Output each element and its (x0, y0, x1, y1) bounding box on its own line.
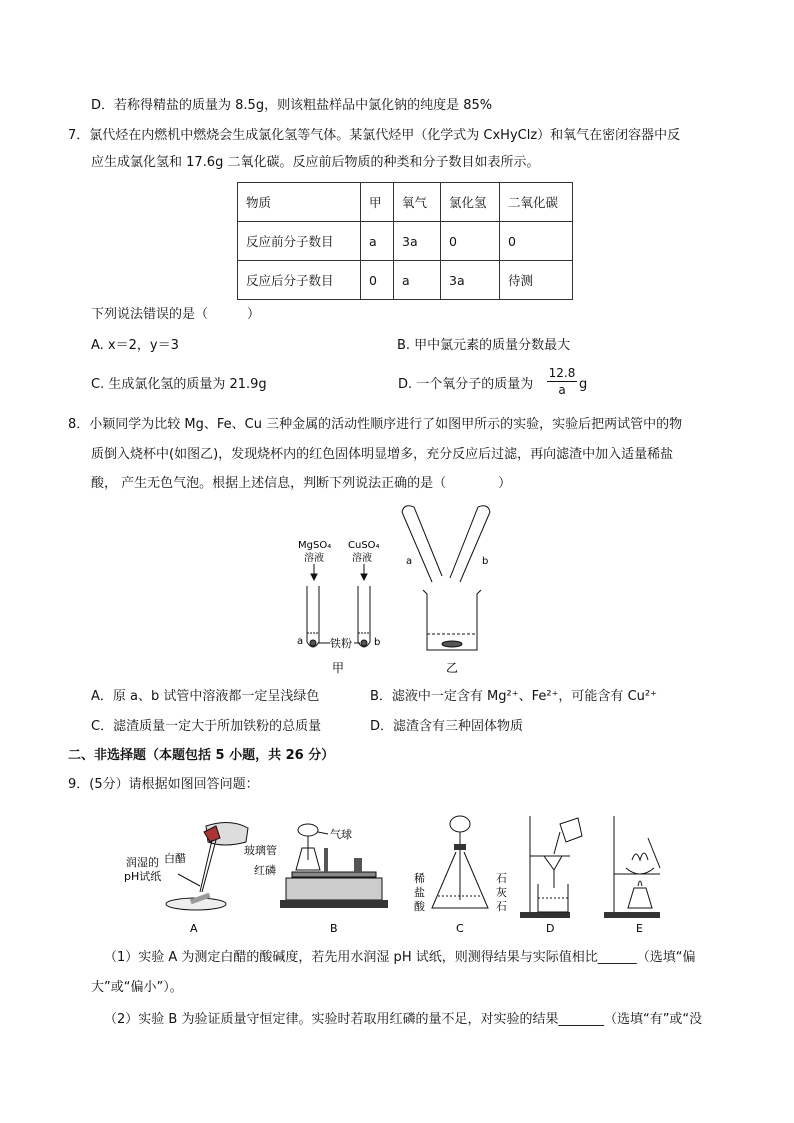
q7-option-a: A. x＝2，y＝3 (91, 338, 179, 353)
table-cell: 0 (500, 222, 573, 261)
pouring-tube-a (402, 506, 442, 582)
balance-pan-icon (292, 872, 376, 877)
q8-option-b: B．滤液中一定含有 Mg²⁺、Fe²⁺，可能含有 Cu²⁺ (370, 689, 657, 704)
q7-question: 下列说法错误的是（ ） (91, 307, 261, 322)
q8-figure (280, 500, 520, 680)
cuso4-label: CuSO₄ (348, 540, 380, 551)
dropper-icon (200, 840, 212, 892)
q9-sub2-line1: （2）实验 B 为验证质量守恒定律。实验时若取用红磷的量不足，对实验的结果_______（选填“有”或“没 (104, 1012, 703, 1027)
figure-yi-label: 乙 (446, 661, 459, 675)
q7-stem-line2: 应生成氯化氢和 17.6g 二氧化碳。反应前后物质的种类和分子数目如表所示。 (91, 155, 540, 170)
funnel-icon (450, 816, 470, 832)
balloon-label: 气球 (330, 828, 352, 841)
table-cell: 氯化氢 (441, 183, 500, 222)
tube-b-label: b (374, 637, 381, 648)
q8-stem-line2: 质倒入烧杯中(如图乙)，发现烧杯内的红色固体明显增多，充分反应后过滤，再向滤渣中加入适量稀盐 (91, 447, 674, 462)
table-cell: 0 (361, 261, 394, 300)
q8-option-d: D．滤渣含有三种固体物质 (370, 719, 524, 734)
table-cell: 0 (441, 222, 500, 261)
balance-base-icon (286, 878, 382, 900)
arrow-icon (311, 564, 367, 580)
mgso4-solution-label: 溶液 (304, 553, 324, 564)
weight-icon (354, 858, 362, 872)
table-row (238, 261, 573, 300)
table-cell: 待测 (500, 261, 573, 300)
mgso4-label: MgSO₄ (298, 540, 332, 551)
table-cell: 氧气 (394, 183, 441, 222)
q9-sub1-line1: （1）实验 A 为测定白醋的酸碱度，若先用水润湿 pH 试纸，则测得结果与实际值相比______（选填“偏 (104, 950, 696, 965)
glass-tube-label: 玻璃管 (244, 844, 277, 857)
q7-option-c: C. 生成氯化氢的质量为 21.9g (91, 377, 267, 392)
table-cell: 反应前分子数目 (238, 222, 361, 261)
balloon-icon (298, 824, 318, 836)
q7-option-d-prefix: D. 一个氧分子的质量为 (398, 377, 534, 392)
pour-a-label: a (406, 556, 413, 567)
pour-b-label: b (482, 556, 489, 567)
table-cell: a (394, 261, 441, 300)
dilute-char-3: 酸 (414, 900, 425, 913)
label-e: E (636, 922, 643, 935)
experiment-b (244, 824, 388, 935)
table-cell: a (361, 222, 394, 261)
table-cell: 反应后分子数目 (238, 261, 361, 300)
q9-figure (120, 808, 680, 938)
q8-stem-line3: 酸， 产生无色气泡。根据上述信息，判断下列说法正确的是（ ） (91, 476, 512, 491)
ph-paper-label: pH试纸 (124, 870, 162, 883)
label-b: B (330, 922, 338, 935)
q8-stem-line1: 8．小颖同学为比较 Mg、Fe、Cu 三种金属的活动性顺序进行了如图甲所示的实验，实验后把两试管中的物 (68, 417, 683, 432)
label-a: A (190, 922, 198, 935)
limestone-char-3: 石 (496, 900, 507, 913)
iron-powder-label: 铁粉 (330, 637, 352, 650)
fraction-numerator: 12.8 (548, 366, 576, 380)
limestone-char-2: 灰 (496, 886, 507, 899)
experiment-a (124, 822, 248, 935)
table-cell: 3a (394, 222, 441, 261)
stopper-icon (454, 844, 466, 850)
experiment-d (520, 816, 582, 935)
test-tube-b (358, 586, 370, 647)
wet-label: 润湿的 (126, 856, 159, 869)
steam-icon (632, 853, 648, 860)
label-c: C (456, 922, 464, 935)
beaker-pour-icon (560, 818, 582, 842)
evaporating-dish-icon (626, 868, 654, 874)
fraction-denominator: a (558, 383, 566, 397)
stand-base-icon (604, 912, 660, 918)
vinegar-label: 白醋 (164, 852, 186, 865)
q6-option-d: D．若称得精盐的质量为 8.5g，则该粗盐样品中氯化钠的纯度是 85% (91, 98, 493, 113)
q7-fraction (547, 366, 577, 397)
stand-base-icon (520, 912, 570, 918)
section-heading: 二、非选择题（本题包括 5 小题，共 26 分） (68, 748, 335, 763)
q7-option-b: B. 甲中氯元素的质量分数最大 (397, 338, 571, 353)
dilute-char-2: 盐 (414, 886, 425, 899)
table-cell: 物质 (238, 183, 361, 222)
beaker (423, 590, 481, 650)
glass-rod-icon (648, 838, 660, 868)
q7-option-d-unit: g (579, 377, 588, 392)
q9-sub1-line2: 大”或“偏小”）。 (91, 980, 183, 995)
q9-stem: 9．(5分）请根据如图回答问题： (68, 777, 259, 792)
limestone-char-1: 石 (496, 872, 507, 885)
q8-option-a: A．原 a、b 试管中溶液都一定呈浅绿色 (91, 689, 320, 704)
q7-stem-line1: 7．氯代烃在内燃机中燃烧会生成氯化氢等气体。某氯代烃甲（化学式为 CxHyClz）和氧气在密闭容器中反 (68, 128, 681, 143)
table-row (238, 183, 573, 222)
experiment-c (414, 816, 507, 935)
table-cell: 二氧化碳 (500, 183, 573, 222)
test-tube-a (307, 586, 319, 647)
figure-jia-label: 甲 (332, 661, 345, 675)
flame-icon (638, 881, 642, 886)
pouring-tube-b (450, 506, 490, 582)
q7-table (237, 182, 573, 300)
filter-funnel-icon (544, 856, 562, 870)
experiment-e (604, 816, 660, 935)
table-row (238, 222, 573, 261)
label-d: D (546, 922, 555, 935)
tube-a-label: a (297, 636, 304, 647)
red-phosphorus-label: 红磷 (254, 864, 276, 877)
dilute-char-1: 稀 (414, 872, 425, 885)
alcohol-lamp-icon (628, 888, 652, 908)
cuso4-solution-label: 溶液 (352, 553, 372, 564)
table-cell: 甲 (361, 183, 394, 222)
q8-option-c: C．滤渣质量一定大于所加铁粉的总质量 (91, 719, 322, 734)
table-cell: 3a (441, 261, 500, 300)
